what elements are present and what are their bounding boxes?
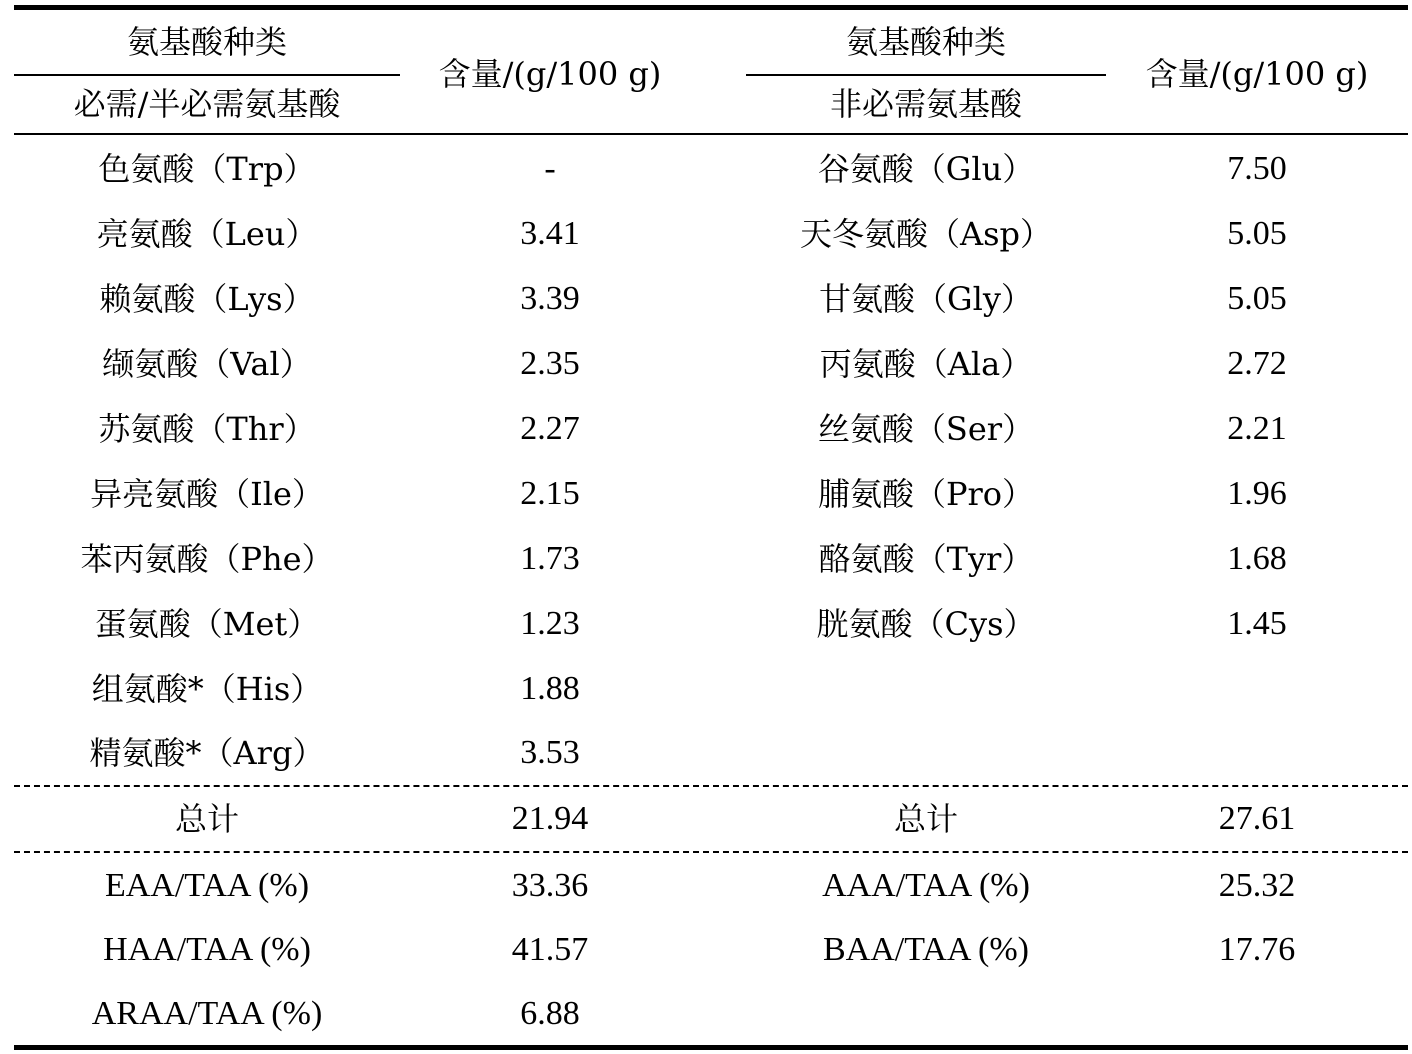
essential-value: 3.39 <box>520 280 580 317</box>
essential-value: 2.35 <box>520 345 580 382</box>
ratio-value: 33.36 <box>511 867 589 904</box>
essential-name: 亮氨酸（Leu） <box>96 215 318 253</box>
top-rule <box>14 5 1408 10</box>
ratio-label: EAA/TAA (%) <box>104 867 310 904</box>
essential-value: 3.53 <box>520 734 580 771</box>
nonessential-value: 2.72 <box>1227 345 1287 382</box>
essential-name: 缬氨酸（Val） <box>102 345 312 383</box>
essential-name: 赖氨酸（Lys） <box>99 280 315 318</box>
essential-value: 2.15 <box>520 475 580 512</box>
nonessential-name: 天冬氨酸（Asp） <box>799 215 1053 253</box>
nonessential-name: 丙氨酸（Ala） <box>819 345 1033 383</box>
essential-value: - <box>544 150 556 187</box>
ratio-label: BAA/TAA (%) <box>823 931 1029 968</box>
ratio-label: ARAA/TAA (%) <box>91 995 323 1032</box>
right-total-value: 27.61 <box>1218 800 1296 837</box>
essential-name: 精氨酸*（Arg） <box>89 734 325 772</box>
right-group-title: 氨基酸种类 <box>845 23 1007 61</box>
nonessential-name: 谷氨酸（Glu） <box>817 150 1035 188</box>
left-total-label: 总计 <box>174 800 240 838</box>
right-group-subtitle: 非必需氨基酸 <box>829 85 1023 123</box>
nonessential-value: 1.96 <box>1227 475 1287 512</box>
nonessential-name: 胱氨酸（Cys） <box>816 605 1036 643</box>
nonessential-value: 2.21 <box>1227 410 1287 447</box>
right-header-subrule <box>746 74 1106 76</box>
essential-value: 3.41 <box>520 215 580 252</box>
left-group-subtitle: 必需/半必需氨基酸 <box>73 85 341 123</box>
essential-name: 苏氨酸（Thr） <box>98 410 316 448</box>
totals-bottom-dashed-rule <box>14 851 1408 853</box>
essential-name: 苯丙氨酸（Phe） <box>80 540 334 578</box>
nonessential-name: 酪氨酸（Tyr） <box>818 540 1034 578</box>
nonessential-value: 1.45 <box>1227 605 1287 642</box>
essential-value: 2.27 <box>520 410 580 447</box>
totals-top-dashed-rule <box>14 785 1408 787</box>
nonessential-value: 5.05 <box>1227 215 1287 252</box>
nonessential-value: 7.50 <box>1227 150 1287 187</box>
left-group-title: 氨基酸种类 <box>126 23 288 61</box>
essential-value: 1.23 <box>520 605 580 642</box>
bottom-rule <box>14 1045 1408 1050</box>
nonessential-name: 丝氨酸（Ser） <box>817 410 1035 448</box>
left-header-subrule <box>14 74 400 76</box>
ratio-value: 25.32 <box>1218 867 1296 904</box>
essential-name: 色氨酸（Trp） <box>98 150 316 188</box>
header-bottom-rule <box>14 133 1408 135</box>
ratio-value: 6.88 <box>520 995 580 1032</box>
essential-value: 1.73 <box>520 540 580 577</box>
ratio-label: HAA/TAA (%) <box>103 931 311 968</box>
essential-name: 异亮氨酸（Ile） <box>90 475 324 513</box>
essential-name: 蛋氨酸（Met） <box>94 605 320 643</box>
ratio-value: 41.57 <box>511 931 589 968</box>
essential-name: 组氨酸*（His） <box>91 670 323 708</box>
left-content-header: 含量/(g/100 g) <box>438 55 662 93</box>
nonessential-value: 5.05 <box>1227 280 1287 317</box>
right-total-label: 总计 <box>893 800 959 838</box>
ratio-value: 17.76 <box>1218 931 1296 968</box>
nonessential-name: 脯氨酸（Pro） <box>817 475 1035 513</box>
left-total-value: 21.94 <box>511 800 589 837</box>
ratio-label: AAA/TAA (%) <box>822 867 1030 904</box>
right-content-header: 含量/(g/100 g) <box>1145 55 1369 93</box>
nonessential-name: 甘氨酸（Gly） <box>819 280 1033 318</box>
essential-value: 1.88 <box>520 670 580 707</box>
nonessential-value: 1.68 <box>1227 540 1287 577</box>
